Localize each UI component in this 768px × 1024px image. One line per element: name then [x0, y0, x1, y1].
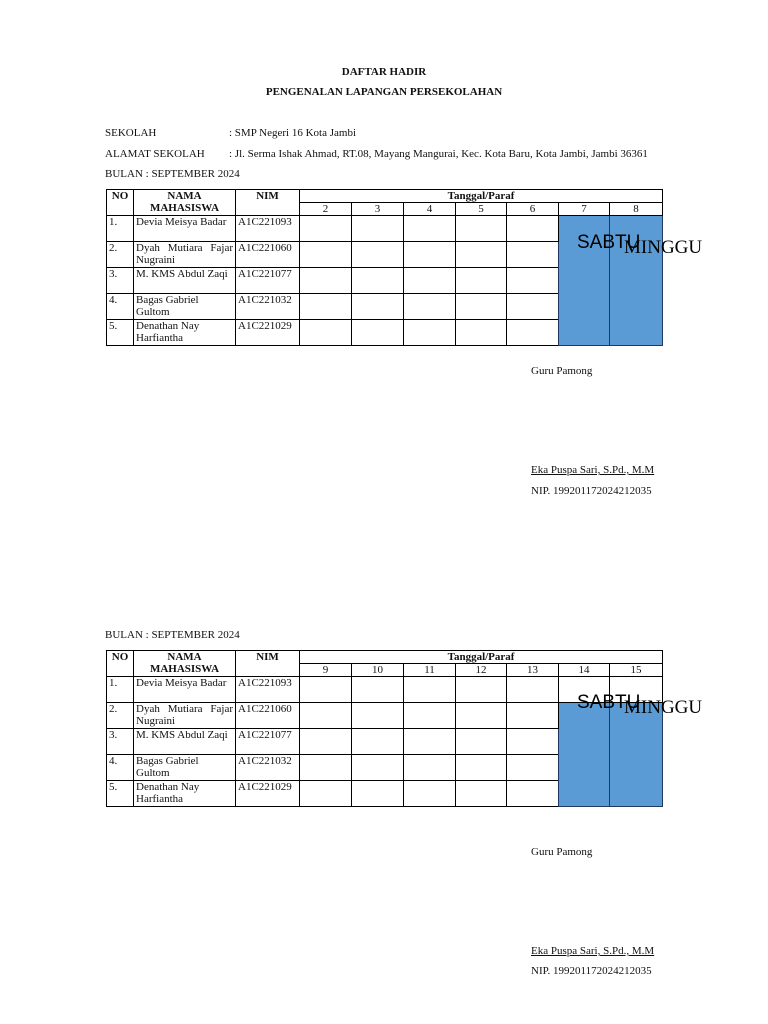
- row-nim: A1C221093: [236, 677, 300, 703]
- paraf-cell[interactable]: [404, 729, 456, 755]
- header-no: NO: [107, 190, 134, 216]
- day-header: 11: [404, 664, 456, 677]
- day-header: 15: [610, 664, 663, 677]
- paraf-cell[interactable]: [352, 216, 404, 242]
- document-subtitle: PENGENALAN LAPANGAN PERSEKOLAHAN: [265, 86, 503, 98]
- sekolah-value: : SMP Negeri 16 Kota Jambi: [229, 127, 356, 139]
- paraf-cell[interactable]: [404, 677, 456, 703]
- paraf-cell[interactable]: [507, 755, 559, 781]
- weekend-cell-sat: [559, 703, 610, 807]
- row-nama: Denathan Nay Harfiantha: [134, 781, 236, 807]
- day-header: 14: [559, 664, 610, 677]
- row-nama: Denathan Nay Harfiantha: [134, 320, 236, 346]
- paraf-cell[interactable]: [300, 294, 352, 320]
- row-no: 2.: [107, 242, 134, 268]
- row-no: 2.: [107, 703, 134, 729]
- paraf-cell[interactable]: [300, 755, 352, 781]
- row-nim: A1C221077: [236, 268, 300, 294]
- paraf-cell[interactable]: [507, 781, 559, 807]
- row-nama: Devia Meisya Badar: [134, 216, 236, 242]
- paraf-cell[interactable]: [507, 677, 559, 703]
- paraf-cell[interactable]: [300, 781, 352, 807]
- header-tanggal: Tanggal/Paraf: [300, 651, 663, 664]
- row-nama: Bagas Gabriel Gultom: [134, 755, 236, 781]
- paraf-cell[interactable]: [507, 703, 559, 729]
- document-title: DAFTAR HADIR: [341, 66, 427, 78]
- paraf-cell[interactable]: [352, 268, 404, 294]
- row-nim: A1C221093: [236, 216, 300, 242]
- row-nama: Devia Meisya Badar: [134, 677, 236, 703]
- paraf-cell[interactable]: [352, 729, 404, 755]
- paraf-cell[interactable]: [507, 320, 559, 346]
- day-header: 2: [300, 203, 352, 216]
- signature-name: Eka Puspa Sari, S.Pd., M.M: [531, 945, 655, 957]
- paraf-cell[interactable]: [456, 781, 507, 807]
- paraf-cell[interactable]: [300, 268, 352, 294]
- bulan-label: BULAN : SEPTEMBER 2024: [105, 629, 240, 641]
- row-nim: A1C221029: [236, 320, 300, 346]
- minggu-label: MINGGU: [624, 237, 703, 258]
- paraf-cell[interactable]: [404, 242, 456, 268]
- signature-role: Guru Pamong: [531, 846, 593, 858]
- attendance-table: [106, 650, 663, 807]
- signature-role: Guru Pamong: [531, 365, 593, 377]
- paraf-cell[interactable]: [507, 242, 559, 268]
- paraf-cell[interactable]: [404, 294, 456, 320]
- row-nim: A1C221060: [236, 703, 300, 729]
- paraf-cell[interactable]: [507, 216, 559, 242]
- header-nim: NIM: [236, 651, 300, 677]
- paraf-cell[interactable]: [300, 242, 352, 268]
- row-no: 4.: [107, 755, 134, 781]
- paraf-cell[interactable]: [352, 242, 404, 268]
- header-no: NO: [107, 651, 134, 677]
- paraf-cell[interactable]: [507, 294, 559, 320]
- row-nama: M. KMS Abdul Zaqi: [134, 268, 236, 294]
- row-no: 5.: [107, 320, 134, 346]
- day-header: 6: [507, 203, 559, 216]
- paraf-cell[interactable]: [404, 268, 456, 294]
- day-header: 5: [456, 203, 507, 216]
- paraf-cell[interactable]: [456, 242, 507, 268]
- header-nama: NAMA MAHASISWA: [134, 651, 236, 677]
- paraf-cell[interactable]: [456, 216, 507, 242]
- row-nama: Dyah Mutiara Fajar Nugraini: [134, 242, 236, 268]
- paraf-cell[interactable]: [352, 320, 404, 346]
- paraf-cell[interactable]: [404, 781, 456, 807]
- sabtu-label: SABTU: [577, 232, 641, 253]
- paraf-cell[interactable]: [404, 755, 456, 781]
- header-nim: NIM: [236, 190, 300, 216]
- paraf-cell[interactable]: [404, 703, 456, 729]
- day-header: 8: [610, 203, 663, 216]
- paraf-cell[interactable]: [456, 294, 507, 320]
- row-nama: Bagas Gabriel Gultom: [134, 294, 236, 320]
- paraf-cell[interactable]: [456, 268, 507, 294]
- row-nim: A1C221032: [236, 294, 300, 320]
- attendance-table: [106, 189, 663, 346]
- paraf-cell[interactable]: [456, 320, 507, 346]
- paraf-cell[interactable]: [300, 729, 352, 755]
- paraf-cell[interactable]: [456, 755, 507, 781]
- row-nama: M. KMS Abdul Zaqi: [134, 729, 236, 755]
- day-header: 7: [559, 203, 610, 216]
- paraf-cell[interactable]: [404, 320, 456, 346]
- row-nim: A1C221029: [236, 781, 300, 807]
- sabtu-label: SABTU: [577, 692, 641, 713]
- day-header: 9: [300, 664, 352, 677]
- paraf-cell[interactable]: [352, 677, 404, 703]
- paraf-cell[interactable]: [352, 755, 404, 781]
- paraf-cell[interactable]: [456, 703, 507, 729]
- day-header: 12: [456, 664, 507, 677]
- paraf-cell[interactable]: [456, 729, 507, 755]
- row-nim: A1C221077: [236, 729, 300, 755]
- paraf-cell[interactable]: [507, 268, 559, 294]
- alamat-label: ALAMAT SEKOLAH: [105, 148, 205, 160]
- row-no: 3.: [107, 729, 134, 755]
- paraf-cell[interactable]: [300, 216, 352, 242]
- header-nama: NAMA MAHASISWA: [134, 190, 236, 216]
- bulan-label: BULAN : SEPTEMBER 2024: [105, 168, 240, 180]
- paraf-cell[interactable]: [456, 677, 507, 703]
- paraf-cell[interactable]: [300, 703, 352, 729]
- minggu-label: MINGGU: [624, 697, 703, 718]
- day-header: 10: [352, 664, 404, 677]
- row-nim: A1C221032: [236, 755, 300, 781]
- row-nim: A1C221060: [236, 242, 300, 268]
- row-no: 1.: [107, 677, 134, 703]
- alamat-value: : Jl. Serma Ishak Ahmad, RT.08, Mayang Mangurai, Kec. Kota Baru, Kota Jambi, Jambi 36361: [229, 148, 648, 160]
- row-no: 3.: [107, 268, 134, 294]
- paraf-cell[interactable]: [300, 677, 352, 703]
- header-tanggal: Tanggal/Paraf: [300, 190, 663, 203]
- day-header: 3: [352, 203, 404, 216]
- signature-nip: NIP. 199201172024212035: [531, 485, 652, 497]
- paraf-cell[interactable]: [300, 320, 352, 346]
- day-header: 13: [507, 664, 559, 677]
- row-no: 1.: [107, 216, 134, 242]
- paraf-cell[interactable]: [507, 729, 559, 755]
- paraf-cell[interactable]: [404, 216, 456, 242]
- day-header: 4: [404, 203, 456, 216]
- row-no: 4.: [107, 294, 134, 320]
- paraf-cell[interactable]: [352, 703, 404, 729]
- signature-name: Eka Puspa Sari, S.Pd., M.M: [531, 464, 655, 476]
- sekolah-label: SEKOLAH: [105, 127, 157, 139]
- signature-nip: NIP. 199201172024212035: [531, 965, 652, 977]
- paraf-cell[interactable]: [352, 781, 404, 807]
- paraf-cell[interactable]: [352, 294, 404, 320]
- row-nama: Dyah Mutiara Fajar Nugraini: [134, 703, 236, 729]
- row-no: 5.: [107, 781, 134, 807]
